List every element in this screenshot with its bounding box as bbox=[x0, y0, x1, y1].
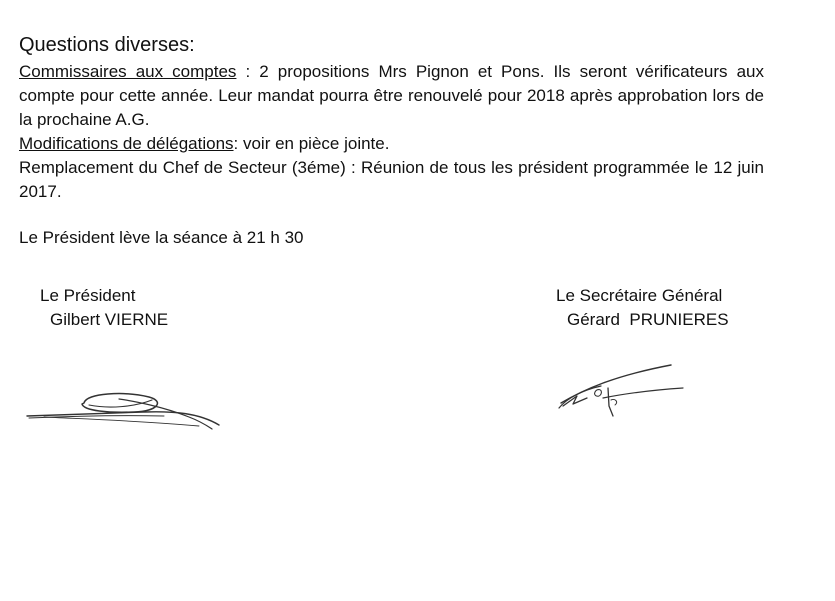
paragraph-commissaires bbox=[19, 60, 764, 132]
signature-block-secretary bbox=[556, 284, 796, 332]
closing-statement: Le Président lève la séance à 21 h 30 bbox=[19, 228, 304, 247]
minutes-body bbox=[19, 32, 764, 250]
paragraph-label: Modifications de délégations bbox=[19, 134, 234, 153]
paragraph-text: : voir en pièce jointe. bbox=[233, 134, 390, 153]
signatory-name: Gérard PRUNIERES bbox=[567, 310, 729, 329]
president-signature-image bbox=[24, 385, 224, 435]
paragraph-text: Remplacement du Chef de Secteur (3éme) : Réunion de tous les président programmée le 12 juin 2017. bbox=[19, 158, 764, 201]
signature-block-president bbox=[40, 284, 280, 332]
secretary-signature-image bbox=[553, 358, 688, 423]
paragraph-label: Commissaires aux comptes bbox=[19, 62, 237, 81]
paragraph-text: : 2 propositions Mrs Pignon et Pons. Ils seront vérificateurs aux compte pour cette année. Leur mandat pourra être renouvelé pour 2018 après approbation lors de la prochaine A.G. bbox=[19, 62, 764, 129]
signatory-role: Le Président bbox=[40, 286, 136, 305]
paragraph-remplacement bbox=[19, 156, 764, 204]
paragraph-delegations bbox=[19, 132, 764, 156]
section-heading: Questions diverses: bbox=[19, 34, 195, 56]
signatory-role: Le Secrétaire Général bbox=[556, 286, 723, 305]
signatory-name: Gilbert VIERNE bbox=[50, 310, 169, 329]
